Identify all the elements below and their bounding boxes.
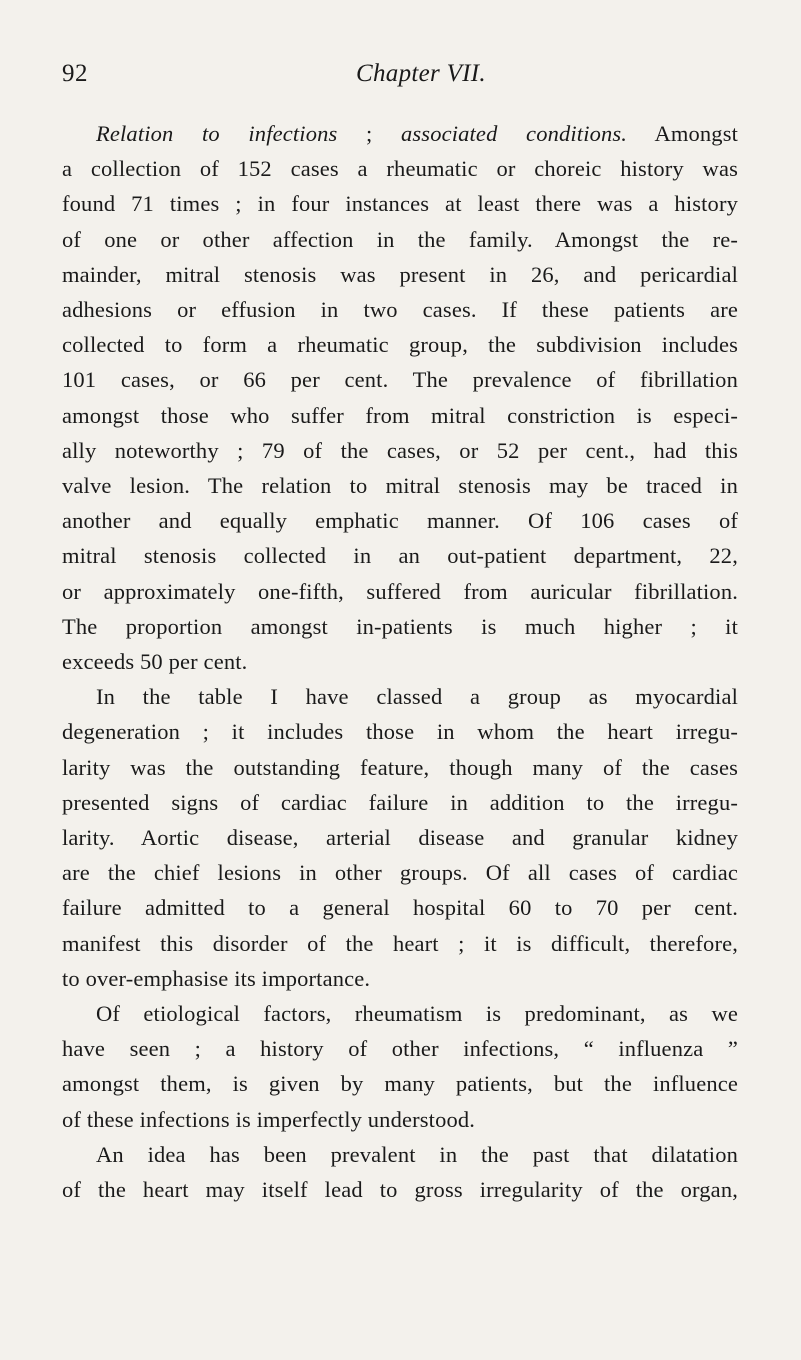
text-line: adhesions or effusion in two cases. If these patients are (62, 297, 738, 323)
text-line: of the heart may itself lead to gross irregularity of the organ, (62, 1177, 738, 1203)
text-line: of these infections is imperfectly understood. (62, 1106, 476, 1132)
page-number: 92 (62, 60, 88, 87)
text-line: collected to form a rheumatic group, the subdivision includes (62, 332, 738, 358)
section-subheading: associated conditions. (400, 121, 628, 146)
running-title: Chapter VII. (356, 60, 486, 87)
text-line: to over-emphasise its importance. (62, 965, 371, 991)
text-line: larity. Aortic disease, arterial disease and granular kidney (62, 825, 738, 851)
text-line: In the table I have classed a group as myocardial (96, 684, 738, 710)
paragraph-etiological-factors (62, 996, 738, 1137)
text-line: amongst those who suffer from mitral constriction is especi- (62, 402, 738, 428)
text-line: are the chief lesions in other groups. Of all cases of cardiac (62, 860, 738, 886)
text-line: ally noteworthy ; 79 of the cases, or 52 per cent., had this (62, 437, 738, 463)
text-line: mitral stenosis collected in an out-patient department, 22, (62, 543, 738, 569)
text-line: valve lesion. The relation to mitral stenosis may be traced in (62, 473, 738, 499)
paragraph-dilatation (62, 1137, 738, 1207)
text-line: have seen ; a history of other infections, “ influenza ” (62, 1036, 738, 1062)
text-line: amongst them, is given by many patients, but the influence (62, 1071, 738, 1097)
text-line: presented signs of cardiac failure in addition to the irregu- (62, 789, 738, 815)
paragraph-myocardial-degeneration (62, 679, 738, 996)
text-line: or approximately one-fifth, suffered from auricular fibrillation. (62, 578, 738, 604)
page-header (62, 60, 742, 96)
text-line: manifest this disorder of the heart ; it is difficult, therefore, (62, 930, 738, 956)
text-line: Of etiological factors, rheumatism is predominant, as we (96, 1001, 738, 1027)
body-text (62, 116, 738, 1207)
section-heading: Relation to infections (96, 121, 338, 146)
text-line: The proportion amongst in-patients is much higher ; it (62, 613, 738, 639)
text-line: failure admitted to a general hospital 60 to 70 per cent. (62, 895, 738, 921)
text-line: 101 cases, or 66 per cent. The prevalence of fibrillation (62, 367, 738, 393)
text-line: a collection of 152 cases a rheumatic or choreic history was (62, 156, 738, 182)
paragraph-relation-to-infections (62, 116, 738, 679)
text-line: mainder, mitral stenosis was present in 26, and pericardial (62, 261, 738, 287)
text-line: found 71 times ; in four instances at least there was a history (62, 191, 738, 217)
text-line: larity was the outstanding feature, though many of the cases (62, 754, 738, 780)
text-line: of one or other affection in the family. Amongst the re- (62, 226, 738, 252)
text-line: exceeds 50 per cent. (62, 649, 248, 675)
text-line: degeneration ; it includes those in whom the heart irregu- (62, 719, 738, 745)
text-line: An idea has been prevalent in the past that dilatation (96, 1141, 738, 1167)
text-line: another and equally emphatic manner. Of 106 cases of (62, 508, 738, 534)
text-line: Relation to infections ; associated conditions. Amongst (96, 121, 738, 146)
